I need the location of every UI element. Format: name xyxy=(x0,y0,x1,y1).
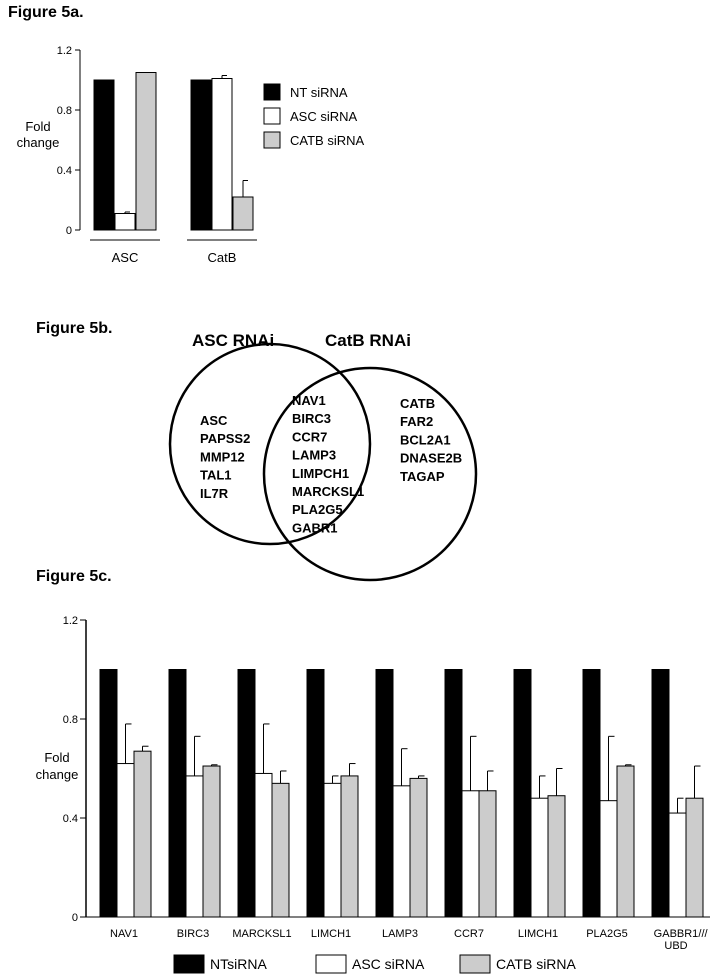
figure-5c-title: Figure 5c. xyxy=(36,568,112,585)
bar xyxy=(376,670,393,918)
bar xyxy=(669,813,686,917)
x-category-label: LIMCH1 xyxy=(517,928,559,940)
x-category-label: GABBR1 UBD xyxy=(653,928,699,952)
venn-right-gene: CATB xyxy=(400,396,436,411)
venn-overlap-gene: LAMP3 xyxy=(292,447,337,463)
venn-overlap-gene: BIRC3 xyxy=(292,411,332,427)
legend-label: CATB siRNA xyxy=(290,133,365,148)
bar xyxy=(652,670,669,918)
bar xyxy=(341,776,358,917)
figure-5b-title: Figure 5b. xyxy=(36,320,113,337)
bar xyxy=(410,778,427,917)
bar xyxy=(479,791,496,917)
x-category-label: LAMP3 xyxy=(381,928,419,940)
bar xyxy=(600,801,617,917)
venn-overlap-gene: GABR1 xyxy=(292,520,338,536)
legend-swatch xyxy=(316,955,346,973)
bar xyxy=(583,670,600,918)
y-tick-label: 0.4 xyxy=(56,165,72,177)
x-category-label: LIMCH1 xyxy=(310,928,352,940)
figure-5a-title: Figure 5a. xyxy=(8,4,84,21)
y-tick-label: 0.8 xyxy=(62,714,78,726)
bar xyxy=(255,773,272,917)
x-category-label: CatB xyxy=(207,250,237,265)
legend-label: NTsiRNA xyxy=(210,956,267,972)
legend-label: CATB siRNA xyxy=(496,956,576,972)
bar xyxy=(272,783,289,917)
venn-left-gene: TAL1 xyxy=(200,467,232,483)
bar xyxy=(203,766,220,917)
bar xyxy=(462,791,479,917)
venn-overlap-gene: PLA2G5 xyxy=(292,502,343,518)
venn-overlap-gene: CCR7 xyxy=(292,429,328,445)
x-category-label: PLA2G5 xyxy=(586,928,628,940)
bar xyxy=(514,670,531,918)
venn-right-label: CatB RNAi xyxy=(325,331,411,350)
y-tick-label: 1.2 xyxy=(56,45,72,57)
legend-label: NT siRNA xyxy=(290,85,348,100)
bar xyxy=(169,670,186,918)
venn-right-gene: TAGAP xyxy=(400,468,445,484)
bar xyxy=(617,766,634,917)
venn-right-gene: BCL2A1 xyxy=(400,432,451,448)
axis-break-mark: /// xyxy=(698,928,708,940)
x-category-label: ASC xyxy=(111,250,139,265)
venn-left-gene: MMP12 xyxy=(200,449,245,465)
y-tick-label: 0 xyxy=(71,912,78,924)
bar xyxy=(531,798,548,917)
venn-left-label: ASC RNAi xyxy=(192,331,275,350)
legend-label: ASC siRNA xyxy=(290,109,358,124)
bar xyxy=(307,670,324,918)
bar xyxy=(686,798,703,917)
legend-label: ASC siRNA xyxy=(352,956,425,972)
venn-overlap-gene: NAV1 xyxy=(292,393,326,408)
bar xyxy=(134,751,151,917)
venn-left-gene: ASC xyxy=(200,413,228,428)
bar xyxy=(445,670,462,918)
bar xyxy=(186,776,203,917)
y-tick-label: 0.8 xyxy=(56,105,72,117)
bar xyxy=(324,783,341,917)
venn-overlap-gene: LIMPCH1 xyxy=(292,465,350,481)
x-category-label: CCR7 xyxy=(454,928,484,940)
y-tick-label: 1.2 xyxy=(62,615,78,627)
venn-right-gene: DNASE2B xyxy=(400,450,463,466)
legend-swatch xyxy=(460,955,490,973)
y-axis-label: Fold change xyxy=(16,119,60,150)
venn-right-gene: FAR2 xyxy=(400,414,434,430)
y-tick-label: 0 xyxy=(65,225,72,237)
bar xyxy=(117,764,134,917)
legend-swatch xyxy=(174,955,204,973)
bar xyxy=(238,670,255,918)
bar xyxy=(548,796,565,917)
y-tick-label: 0.4 xyxy=(62,813,78,825)
x-category-label: NAV1 xyxy=(110,928,138,940)
x-category-label: MARCKSL1 xyxy=(232,928,292,940)
x-category-label: BIRC3 xyxy=(176,928,210,940)
bar xyxy=(393,786,410,917)
bar xyxy=(100,670,117,918)
y-axis-label: Fold change xyxy=(35,750,79,782)
venn-left-gene: IL7R xyxy=(200,485,229,501)
venn-left-gene: PAPSS2 xyxy=(200,431,251,447)
venn-overlap-gene: MARCKSL1 xyxy=(292,484,365,499)
